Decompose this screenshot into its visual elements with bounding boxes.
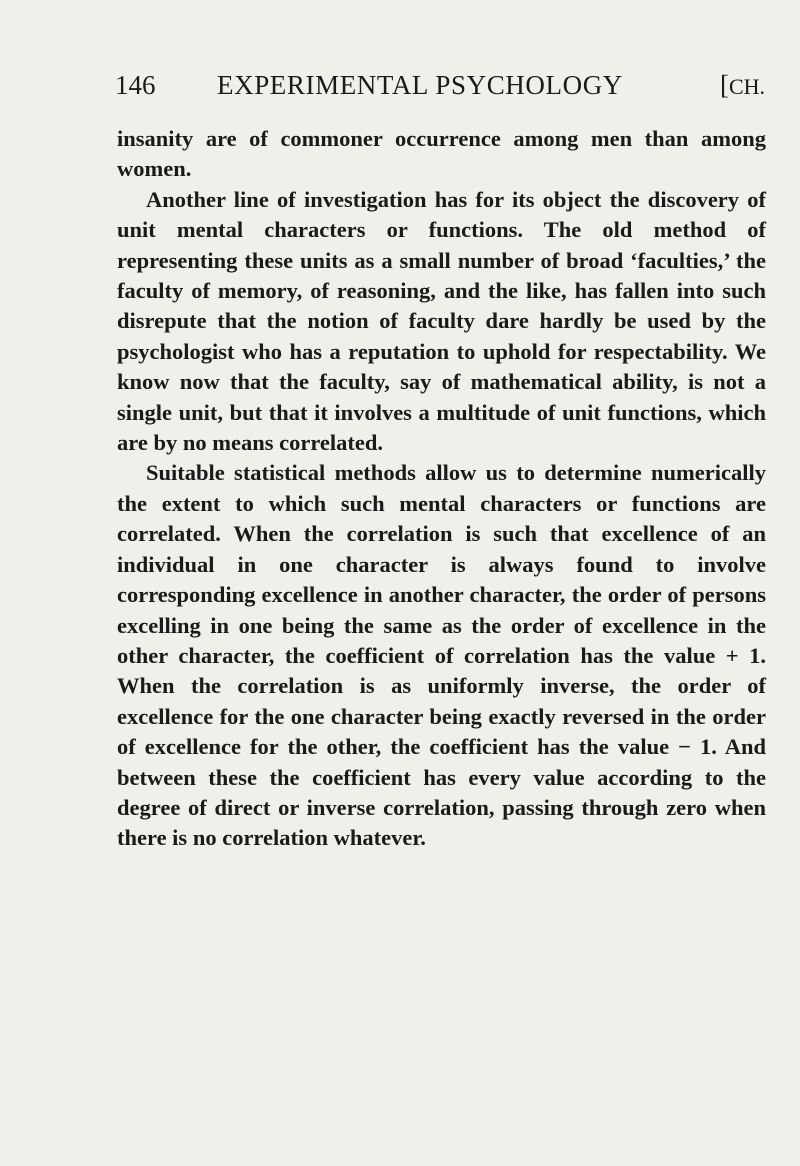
chapter-mark-bracket: [ bbox=[719, 70, 729, 100]
running-title: EXPERIMENTAL PSYCHOLOGY bbox=[217, 70, 623, 100]
paragraph-correlation: Suitable statistical methods allow us to determine numerically the extent to which such mental characters or functions are correlated. When the correlation is such that excellence of an individual in one character is always found to involve corresponding excellence in another character, the order of persons excelling in one being the same as the order of excellence in the other character, the coefficient of correlation has the value + 1. When the correlation is as uniformly inverse, the order of excellence for the one character being exactly reversed in the order of excellence for the other, the coefficient has the value − 1. And between these the coefficient has every value according to the degree of direct or inverse correlation, passing through zero when there is no correlation whatever. bbox=[117, 460, 766, 851]
chapter-mark-label: CH. bbox=[728, 74, 765, 99]
chapter-mark bbox=[720, 70, 765, 101]
paragraph-continued: insanity are of commoner occurrence among men than among women. bbox=[117, 126, 766, 182]
body-text bbox=[117, 124, 766, 854]
paragraph-unit-characters: Another line of investigation has for its object the discovery of unit mental characters or functions. The old method of representing these units as a small number of broad ‘faculties,’ the faculty of memory, of reasoning, and the like, has fallen into such disrepute that the notion of faculty dare hardly be used by the psychologist who has a reputation to uphold for respectability. We know now that the faculty, say of mathematical ability, is not a single unit, but that it involves a multitude of unit functions, which are by no means correlated. bbox=[117, 186, 766, 456]
page-number: 146 bbox=[115, 70, 156, 100]
running-header bbox=[115, 70, 765, 110]
